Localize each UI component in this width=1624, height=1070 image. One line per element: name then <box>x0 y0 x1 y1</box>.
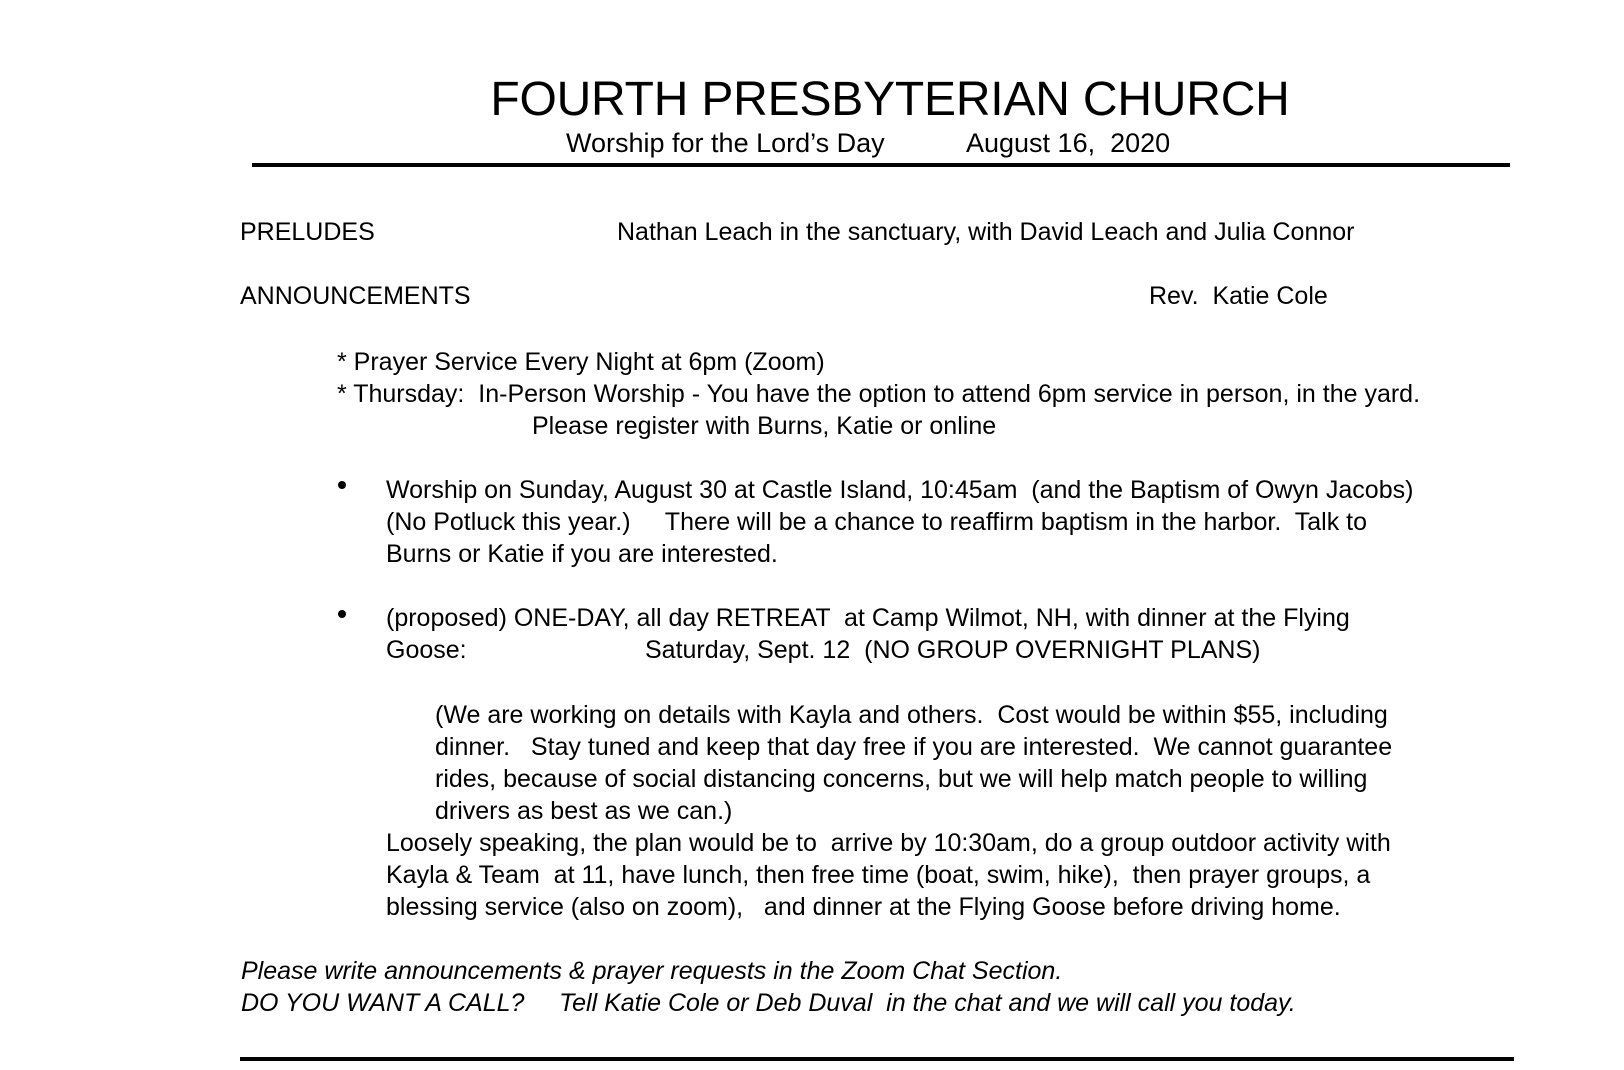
retreat-plan-line: Loosely speaking, the plan would be to arrive by 10:30am, do a group outdoor activity with <box>386 829 1391 857</box>
bullet-text-line: Burns or Katie if you are interested. <box>386 540 778 568</box>
footer-divider <box>240 1057 1514 1061</box>
footer-call-note: DO YOU WANT A CALL? Tell Katie Cole or Deb Duval in the chat and we will call you today. <box>241 989 1296 1017</box>
announcements-label: ANNOUNCEMENTS <box>240 282 471 310</box>
footer-note: Please write announcements & prayer requests in the Zoom Chat Section. <box>241 957 1063 985</box>
page-title: FOURTH PRESBYTERIAN CHURCH <box>490 73 1290 126</box>
retreat-detail-line: dinner. Stay tuned and keep that day free if you are interested. We cannot guarantee <box>435 733 1393 761</box>
retreat-detail-line: rides, because of social distancing concerns, but we will help match people to willing <box>435 765 1368 793</box>
header-divider <box>252 163 1510 167</box>
preludes-label: PRELUDES <box>240 218 375 246</box>
retreat-plan-line: blessing service (also on zoom), and dinner at the Flying Goose before driving home. <box>386 893 1341 921</box>
bullet-text-line: (proposed) ONE-DAY, all day RETREAT at Camp Wilmot, NH, with dinner at the Flying <box>386 604 1350 632</box>
retreat-detail-line: drivers as best as we can.) <box>435 797 733 825</box>
retreat-date: Saturday, Sept. 12 (NO GROUP OVERNIGHT PLANS) <box>645 636 1261 664</box>
retreat-detail-line: (We are working on details with Kayla and others. Cost would be within $55, including <box>435 701 1388 729</box>
bullet-icon <box>338 481 346 489</box>
service-date: August 16, 2020 <box>966 128 1171 158</box>
announcements-leader: Rev. Katie Cole <box>1149 282 1328 310</box>
star-item-continuation: Please register with Burns, Katie or online <box>532 412 997 440</box>
preludes-detail: Nathan Leach in the sanctuary, with David Leach and Julia Connor <box>617 218 1355 246</box>
retreat-plan-line: Kayla & Team at 11, have lunch, then free time (boat, swim, hike), then prayer groups, a <box>386 861 1371 889</box>
bullet-text-line: (No Potluck this year.) There will be a chance to reaffirm baptism in the harbor. Talk to <box>386 508 1368 536</box>
service-subtitle: Worship for the Lord’s Day <box>566 128 885 158</box>
bullet-icon <box>338 610 346 618</box>
bullet-text-line: Worship on Sunday, August 30 at Castle Island, 10:45am (and the Baptism of Owyn Jacobs) <box>386 476 1414 504</box>
star-item: * Thursday: In-Person Worship - You have the option to attend 6pm service in person, in the yard. <box>337 380 1421 408</box>
bullet-text-line: Goose: <box>386 636 467 664</box>
star-item: * Prayer Service Every Night at 6pm (Zoom) <box>337 348 825 376</box>
